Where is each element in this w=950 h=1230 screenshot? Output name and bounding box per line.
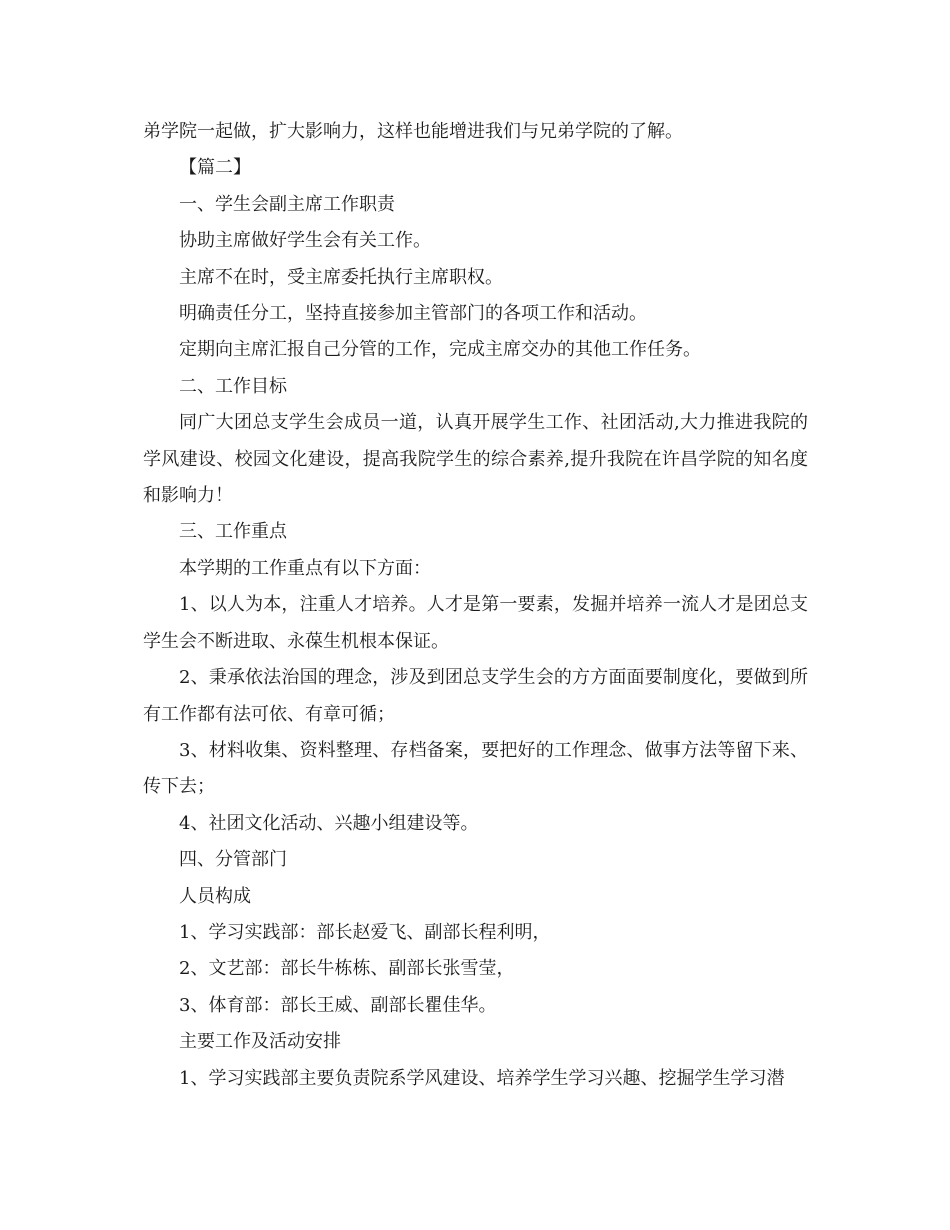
list-item: 3、体育部：部长王威、副部长瞿佳华。 [179, 994, 497, 1016]
heading-work-goals: 二、工作目标 [179, 375, 287, 397]
list-item: 1、以人为本，注重人才培养。人才是第一要素，发掘并培养一流人才是团总支学生会不断进取、永葆生机根本保证。 [143, 594, 808, 652]
paragraph: 明确责任分工，坚持直接参加主管部门的各项工作和活动。 [179, 303, 647, 325]
heading-work-focus: 三、工作重点 [179, 521, 287, 543]
document-body [143, 114, 808, 1097]
list-item: 2、文艺部：部长牛栋栋、副部长张雪莹， [179, 958, 515, 980]
section-heading-part-two: 【篇二】 [179, 157, 251, 179]
list-item: 3、材料收集、资料整理、存档备案，要把好的工作理念、做事方法等留下来、传下去； [143, 739, 808, 798]
heading-vice-chair-duties: 一、学生会副主席工作职责 [179, 193, 395, 215]
paragraph: 同广大团总支学生会成员一道，认真开展学生工作、社团活动,大力推进我院的学风建设、校园文化建设，提高我院学生的综合素养,提升我院在许昌学院的知名度和影响力！ [143, 412, 808, 507]
list-item: 1、学习实践部主要负责院系学风建设、培养学生学习兴趣、挖掘学生学习潜 [179, 1067, 785, 1089]
heading-departments: 四、分管部门 [179, 849, 287, 871]
paragraph: 本学期的工作重点有以下方面： [179, 557, 431, 579]
subheading-staff: 人员构成 [179, 885, 251, 907]
list-item: 4、社团文化活动、兴趣小组建设等。 [179, 812, 479, 834]
paragraph: 协助主席做好学生会有关工作。 [179, 230, 431, 252]
list-item: 2、秉承依法治国的理念，涉及到团总支学生会的方方面面要制度化，要做到所有工作都有法可依、有章可循； [143, 667, 808, 725]
subheading-main-work: 主要工作及活动安排 [179, 1031, 341, 1053]
paragraph-continuation: 弟学院一起做，扩大影响力，这样也能增进我们与兄弟学院的了解。 [143, 121, 683, 142]
list-item: 1、学习实践部：部长赵爱飞、副部长程利明， [179, 921, 551, 943]
paragraph: 定期向主席汇报自己分管的工作，完成主席交办的其他工作任务。 [179, 339, 701, 361]
paragraph: 主席不在时，受主席委托执行主席职权。 [179, 266, 503, 288]
